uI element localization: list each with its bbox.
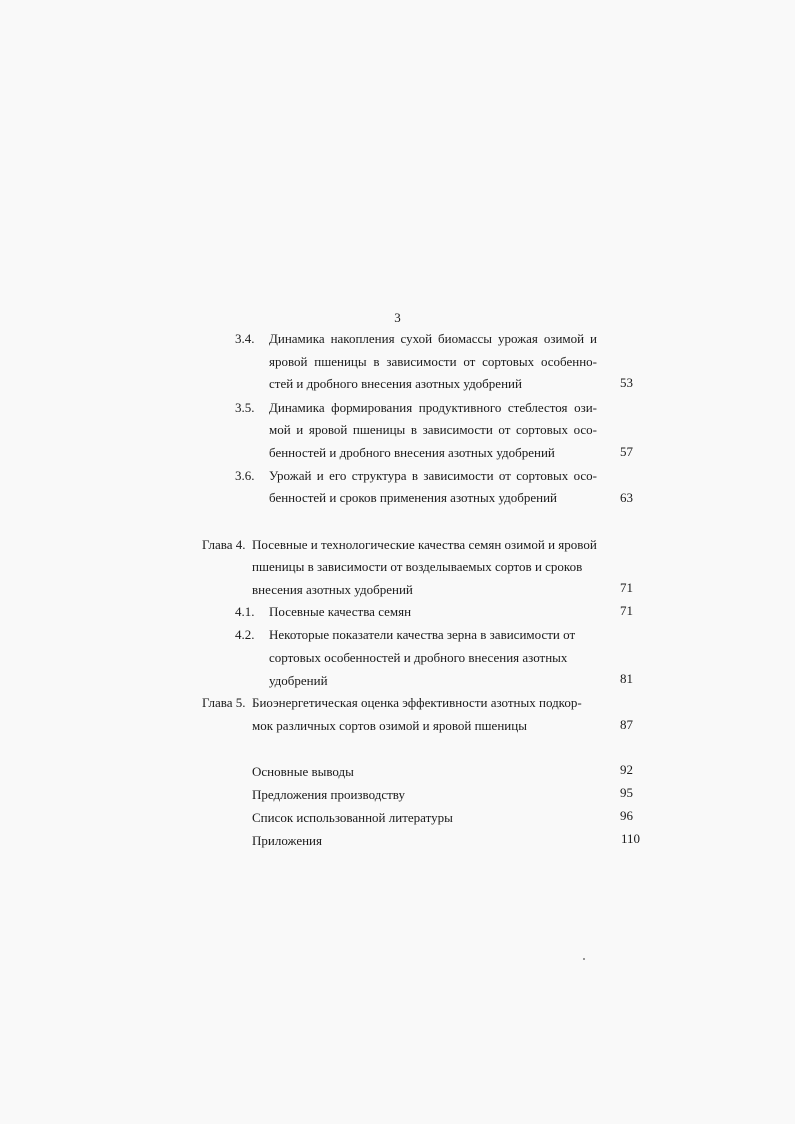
toc-entry-3-4-line-1: Динамика накопления сухой биомассы урожая озимой и bbox=[269, 331, 597, 346]
toc-proposals-page: 95 bbox=[620, 785, 633, 800]
toc-appendices-page: 110 bbox=[620, 831, 640, 846]
toc-entry-4-1-page: 71 bbox=[620, 603, 633, 618]
toc-chapter-5-line-2: мок различных сортов озимой и яровой пшеницы bbox=[252, 718, 527, 733]
scan-speck bbox=[583, 958, 585, 960]
toc-entry-3-5-line-2: мой и яровой пшеницы в зависимости от сортовых осо- bbox=[269, 422, 597, 437]
toc-chapter-4-line-3: внесения азотных удобрений bbox=[252, 582, 413, 597]
toc-entry-4-1-line-1: Посевные качества семян bbox=[269, 604, 412, 619]
toc-chapter-4-number: Глава 4. bbox=[202, 537, 246, 552]
toc-chapter-4-page: 71 bbox=[620, 580, 633, 595]
toc-entry-3-5-page: 57 bbox=[620, 444, 633, 459]
toc-chapter-5-line-1: Биоэнергетическая оценка эффективности азотных подкор- bbox=[252, 695, 582, 710]
toc-entry-4-2-number: 4.2. bbox=[235, 627, 255, 642]
toc-conclusions-page: 92 bbox=[620, 762, 633, 777]
toc-chapter-4-line-1: Посевные и технологические качества семян озимой и яровой bbox=[252, 537, 597, 552]
toc-entry-4-1-number: 4.1. bbox=[235, 604, 255, 619]
toc-entry-3-6-line-1: Урожай и его структура в зависимости от сортовых осо- bbox=[269, 468, 597, 483]
toc-references-title: Список использованной литературы bbox=[252, 810, 453, 825]
toc-entry-3-4-page: 53 bbox=[620, 375, 633, 390]
toc-references-page: 96 bbox=[620, 808, 633, 823]
toc-entry-3-4-number: 3.4. bbox=[235, 331, 255, 346]
toc-entry-3-5-line-1: Динамика формирования продуктивного стеблестоя ози- bbox=[269, 400, 597, 415]
toc-appendices-title: Приложения bbox=[252, 833, 322, 848]
toc-entry-3-4-line-2: яровой пшеницы в зависимости от сортовых особенно- bbox=[269, 354, 597, 369]
toc-entry-3-6-page: 63 bbox=[620, 490, 633, 505]
toc-proposals-title: Предложения производству bbox=[252, 787, 405, 802]
toc-chapter-5-number: Глава 5. bbox=[202, 695, 246, 710]
toc-chapter-5-page: 87 bbox=[620, 717, 633, 732]
toc-entry-3-5-number: 3.5. bbox=[235, 400, 255, 415]
toc-entry-3-5-line-3: бенностей и дробного внесения азотных удобрений bbox=[269, 445, 555, 460]
toc-entry-4-2-page: 81 bbox=[620, 671, 633, 686]
toc-entry-4-2-line-3: удобрений bbox=[269, 673, 328, 688]
toc-entry-3-4-line-3: стей и дробного внесения азотных удобрений bbox=[269, 376, 522, 391]
toc-conclusions-title: Основные выводы bbox=[252, 764, 354, 779]
toc-entry-3-6-number: 3.6. bbox=[235, 468, 255, 483]
toc-entry-3-6-line-2: бенностей и сроков применения азотных удобрений bbox=[269, 490, 558, 505]
page-number: 3 bbox=[394, 310, 401, 325]
toc-chapter-4-line-2: пшеницы в зависимости от возделываемых сортов и сроков bbox=[252, 559, 583, 574]
toc-entry-4-2-line-1: Некоторые показатели качества зерна в зависимости от bbox=[269, 627, 576, 642]
toc-entry-4-2-line-2: сортовых особенностей и дробного внесения азотных bbox=[269, 650, 568, 665]
